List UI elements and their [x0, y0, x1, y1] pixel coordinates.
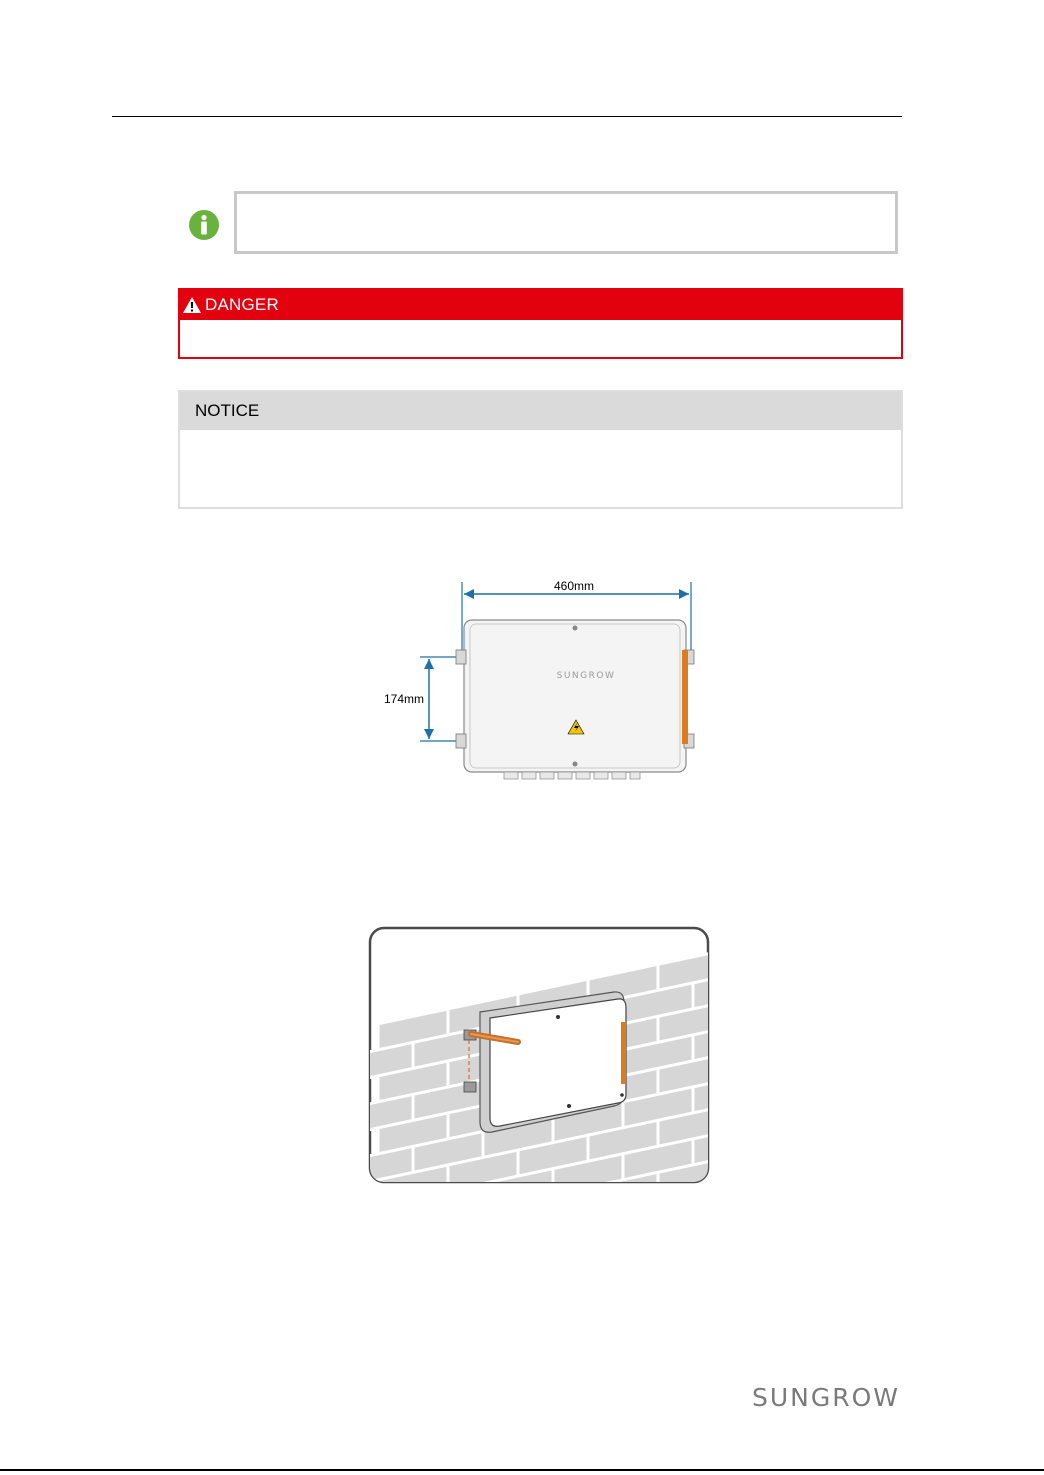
wall-mount-figure	[368, 926, 710, 1184]
dimension-figure	[358, 572, 708, 784]
width-dimension-label: 460mm	[553, 579, 595, 593]
height-dimension-label: 174mm	[383, 692, 425, 706]
info-note-box	[234, 191, 898, 254]
danger-label: DANGER	[205, 295, 279, 314]
info-icon	[188, 209, 220, 241]
notice-header	[180, 392, 901, 430]
notice-box	[178, 390, 903, 509]
footer-rule	[0, 1469, 1044, 1471]
header-rule	[112, 116, 902, 117]
notice-label: NOTICE	[195, 401, 260, 420]
warning-triangle-icon	[182, 296, 202, 314]
danger-box	[178, 288, 903, 359]
footer-brand-logo: SUNGROW	[752, 1383, 901, 1412]
device-brand-label: SUNGROW	[556, 671, 616, 681]
danger-header	[180, 290, 901, 320]
